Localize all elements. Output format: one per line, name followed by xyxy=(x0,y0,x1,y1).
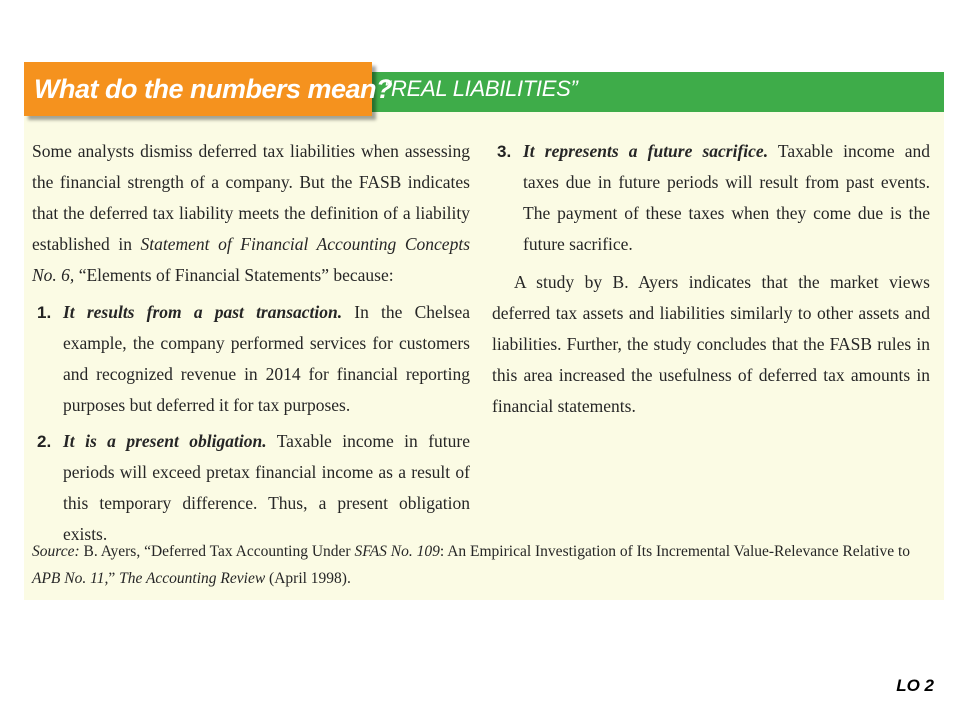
list-item-text: Taxable income in future periods will exceed pretax financial income as a result of this temporary difference. Thus, a present obligation exists. xyxy=(63,431,470,544)
list-item-text: In the Chelsea example, the company performed services for customers and recognized revenue in 2014 for financial reporting purposes but deferred it for tax purposes. xyxy=(63,302,470,415)
feature-tab-label: What do the numbers mean? xyxy=(34,73,393,104)
list-item-body xyxy=(523,136,930,260)
concepts-statement-title: Statement of Financial Accounting Concepts No. 6, xyxy=(32,234,470,285)
source-italic-apb: APB No. 11, xyxy=(32,570,109,587)
list-item-lead: It represents a future sacrifice. xyxy=(523,141,769,161)
intro-paragraph xyxy=(32,136,470,291)
source-label: Source: xyxy=(32,543,80,560)
source-italic-sfas: SFAS No. 109 xyxy=(354,543,440,560)
list-item-body xyxy=(63,426,470,550)
list-item xyxy=(32,297,470,421)
section-title: “REAL LIABILITIES” xyxy=(384,76,578,101)
source-journal-title: The Accounting Review xyxy=(119,570,266,587)
source-text: : An Empirical Investigation of Its Incremental Value-Relevance Relative to xyxy=(439,543,911,560)
learning-objective-label: LO 2 xyxy=(896,676,934,695)
source-text: (April 1998). xyxy=(265,570,351,587)
left-column xyxy=(32,136,470,550)
intro-text: Some analysts dismiss deferred tax liabilities when assessing the financial strength of a company. But the FASB indicates that the deferred tax liability meets the definition of a liability established in xyxy=(32,141,470,254)
intro-text-end: “Elements of Financial Statements” because: xyxy=(74,265,394,285)
study-paragraph: A study by B. Ayers indicates that the market views deferred tax assets and liabilities similarly to other assets and liabilities. Further, the study concludes that the FASB rules in this area increased the usefulness of deferred tax amounts in financial statements. xyxy=(492,272,930,416)
list-item-lead: It is a present obligation. xyxy=(63,431,267,451)
source-citation xyxy=(32,538,932,592)
list-number: 1. xyxy=(37,303,52,322)
list-number: 2. xyxy=(37,432,52,451)
source-text: B. Ayers, “Deferred Tax Accounting Under xyxy=(79,543,355,560)
list-item xyxy=(32,426,470,550)
list-item-text: Taxable income and taxes due in future periods will result from past events. The payment of these taxes when they come due is the future sacrifice. xyxy=(523,141,930,254)
list-item xyxy=(492,136,930,260)
feature-tab xyxy=(24,62,393,116)
right-column xyxy=(492,136,930,422)
list-item-lead: It results from a past transaction. xyxy=(63,302,343,322)
source-text: ” xyxy=(108,570,120,587)
list-number: 3. xyxy=(497,142,512,161)
list-item-body xyxy=(63,297,470,421)
